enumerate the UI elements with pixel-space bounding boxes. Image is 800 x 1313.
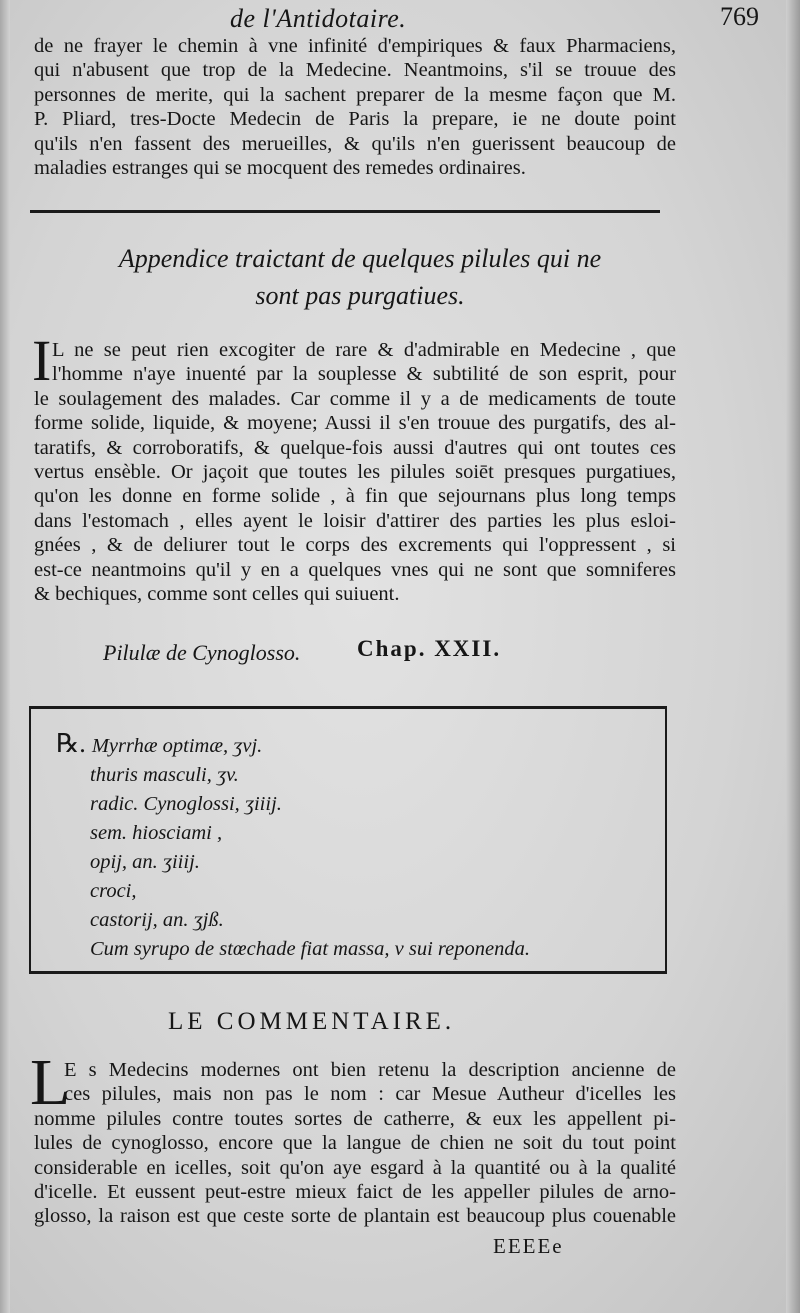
text-line: maladies estranges qui se mocquent des remedes ordinaires. [34,157,526,180]
ingredient: sem. hiosciami , [90,822,223,844]
text-line: nomme pilules contre toutes sortes de catherre, & eux les appellent pi- [34,1107,676,1130]
page-edge-shadow [786,0,800,1313]
ingredient: Myrrhæ optimæ, ʒvj. [91,735,263,757]
signature-mark: EEEEe [493,1234,564,1258]
ingredient: castorij, an. ʒjß. [90,909,224,931]
running-head: de l'Antidotaire. [230,4,407,33]
appendix-title-line: sont pas purgatiues. [255,281,465,310]
text-line: qui n'abusent que trop de la Medecine. Neantmoins, s'il se trouue des [34,59,676,82]
text-line: glosso, la raison est que ceste sorte de plantain est beaucoup plus couenable [34,1205,676,1228]
text-line: & bechiques, comme sont celles qui suiuent. [34,583,400,606]
commentary-paragraph [34,1058,676,1229]
text-line: P. Pliard, tres-Docte Medecin de Paris la prepare, ie ne doute point [34,108,676,131]
text-line: dans l'estomach , elles ayent le loisir d'attirer des parties les plus esloi- [34,509,676,532]
page-gutter-shadow [0,0,10,1313]
text-line: le soulagement des malades. Car comme il y a de medicaments de toute [34,387,676,410]
page-number: 769 [720,2,759,31]
text-line: d'icelle. Et eussent peut-estre mieux faict de les appeller pilules de arno- [34,1181,676,1204]
recipe-title: Pilulæ de Cynoglosso. [103,640,301,665]
text-line: qu'on les donne en forme solide , à fin que sejournans plus long temps [34,485,676,508]
appendix-title [80,240,640,314]
commentary-heading: LE COMMENTAIRE. [168,1008,456,1035]
text-line: est-ce neantmoins qu'il y en a quelques vnes qui ne sont que somniferes [34,558,676,581]
text-line: E s Medecins modernes ont bien retenu la description ancienne de [64,1059,676,1081]
text-line: lules de cynoglosso, encore que la langue de chien ne soit du tout point [34,1132,676,1155]
text-line: de ne frayer le chemin à vne infinité d'empiriques & faux Pharmaciens, [34,35,676,57]
text-line: gnées , & de deliurer tout le corps des excrements qui l'oppressent , si [34,534,676,557]
appendix-title-line: Appendice traictant de quelques pilules qui ne [118,244,602,273]
recipe-line [56,729,530,761]
text-line: personnes de merite, qui la sachent preparer de la mesme façon que M. [34,83,676,106]
ingredient: thuris masculi, ʒv. [90,764,239,786]
chapter-label: Chap. XXII. [357,636,502,661]
drop-cap: I [32,328,52,393]
paragraph-2 [32,328,676,606]
recipe-instruction: Cum syrupo de stœchade fiat massa, v sui reponenda. [90,938,530,960]
recipe-symbol-icon: ℞. [56,729,86,758]
section-divider-rule [30,210,660,213]
ingredient: croci, [90,880,137,902]
recipe-list [56,729,530,964]
text-line: ces pilules, mais non pas le nom : car Mesue Autheur d'icelles les [64,1083,676,1106]
text-line: l'homme n'aye inuenté par la souplesse & subtilité de son esprit, pour [52,363,676,386]
ingredient: opij, an. ʒiiij. [90,851,200,873]
text-line: qu'ils n'en fassent des merueilles, & qu'ils n'en guerissent beaucoup de [34,132,676,155]
paragraph-1 [34,34,676,180]
text-line: L ne se peut rien excogiter de rare & d'admirable en Medecine , que [52,339,676,361]
text-line: considerable en icelles, soit qu'on aye esgard à la quantité ou à la qualité [34,1156,676,1179]
text-line: forme solide, liquide, & moyene; Aussi il s'en trouue des purgatifs, des al- [34,412,676,435]
text-line: vertus ensèble. Or jaçoit que toutes les pilules soiēt presques purgatiues, [34,461,676,484]
ingredient: radic. Cynoglossi, ʒiiij. [90,793,282,815]
drop-cap: L [30,1046,71,1119]
text-line: taratifs, & corroboratifs, & quelque-fois aussi d'autres qui ont toutes ces [34,436,676,459]
